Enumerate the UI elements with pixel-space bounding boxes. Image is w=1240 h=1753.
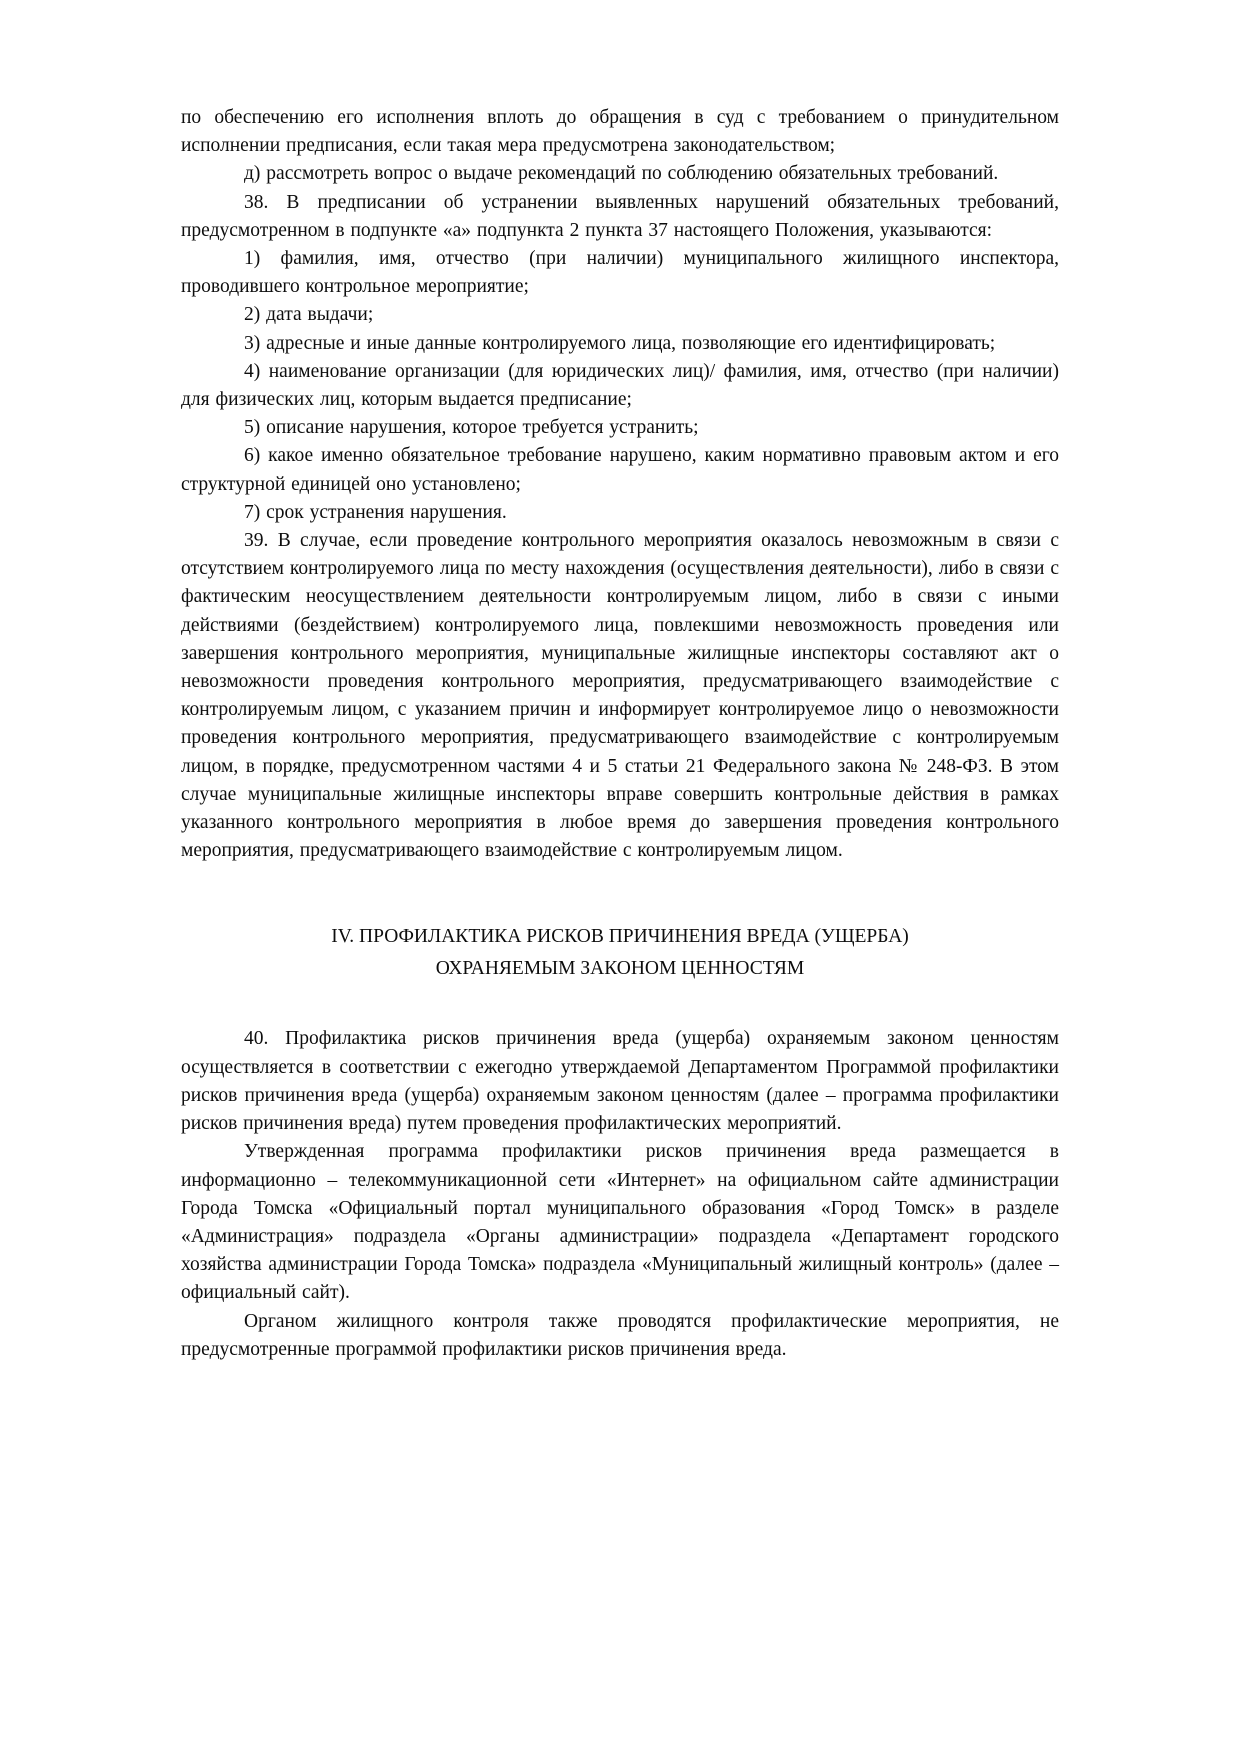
paragraph-38-item-4: 4) наименование организации (для юридических лиц)/ фамилия, имя, отчество (при наличии) для физических лиц, которым выдается предписание; — [181, 360, 1059, 411]
paragraph-item-d: д) рассмотреть вопрос о выдаче рекомендаций по соблюдению обязательных требований. — [244, 163, 999, 185]
paragraph-38-item-6: 6) какое именно обязательное требование нарушено, каким нормативно правовым актом и его структурной единицей оно установлено; — [181, 445, 1059, 495]
paragraph-38-item-3: 3) адресные и иные данные контролируемого лица, позволяющие его идентифицировать; — [244, 332, 996, 354]
section-heading-line-2: ОХРАНЯЕМЫМ ЗАКОНОМ ЦЕННОСТЯМ — [435, 958, 805, 980]
paragraph-38-item-2: 2) дата выдачи; — [244, 304, 374, 326]
paragraph-38-item-7: 7) срок устранения нарушения. — [244, 501, 507, 523]
paragraph-38: 38. В предписании об устранении выявленных нарушений обязательных требований, предусмотренном в подпункте «а» подпункта 2 пункта 37 настоящего Положения, указываются: — [181, 191, 1059, 241]
paragraph-39: 39. В случае, если проведение контрольного мероприятия оказалось невозможным в связи с отсутствием контролируемого лица по месту нахождения (осуществления деятельности), либо в связи с фактическим неосуществлением деятельности контролируемым лицом, либо в связи с иными действиями (бездействием) контролируемого лица, повлекшими невозможность проведения или завершения контрольного мероприятия, муниципальные жилищные инспекторы составляют акт о невозможности проведения контрольного мероприятия, предусматривающего взаимодействие с контролируемым лицом, с указанием причин и информирует контролируемое лицо о невозможности проведения контрольного мероприятия, предусматривающего взаимодействие с контролируемым лицом, в порядке, предусмотренном частями 4 и 5 статьи 21 Федерального закона № 248-ФЗ. В этом случае муниципальные жилищные инспекторы вправе совершить контрольные действия в рамках указанного контрольного мероприятия в любое время до завершения проведения контрольного мероприятия, предусматривающего взаимодействие с контролируемым лицом. — [181, 530, 1059, 862]
paragraph-continuation: по обеспечению его исполнения вплоть до обращения в суд с требованием о принудительном исполнении предписания, если такая мера предусмотрена законодательством; — [181, 107, 1059, 157]
section-heading — [181, 921, 1059, 985]
paragraph-38-item-1: 1) фамилия, имя, отчество (при наличии) муниципального жилищного инспектора, проводившего контрольное мероприятие; — [181, 248, 1059, 298]
section-heading-line-1: IV. ПРОФИЛАКТИКА РИСКОВ ПРИЧИНЕНИЯ ВРЕДА (УЩЕРБА) — [331, 926, 909, 948]
paragraph-40-other-measures: Органом жилищного контроля также проводятся профилактические мероприятия, не предусмотренные программой профилактики рисков причинения вреда. — [181, 1310, 1059, 1360]
paragraph-40: 40. Профилактика рисков причинения вреда (ущерба) охраняемым законом ценностям осуществляется в соответствии с ежегодно утверждаемой Департаментом Программой профилактики рисков причинения вреда (ущерба) охраняемым законом ценностям (далее – программа профилактики рисков причинения вреда) путем проведения профилактических мероприятий. — [181, 1028, 1059, 1135]
paragraph-38-item-5: 5) описание нарушения, которое требуется устранить; — [244, 417, 699, 439]
paragraph-40-program-placement: Утвержденная программа профилактики рисков причинения вреда размещается в информационно – телекоммуникационной сети «Интернет» на официальном сайте администрации Города Томска «Официальный портал муниципального образования «Город Томск» в разделе «Администрация» подраздела «Органы администрации» подраздела «Департамент городского хозяйства администрации Города Томска» подраздела «Муниципальный жилищный контроль» (далее – официальный сайт). — [181, 1141, 1059, 1304]
